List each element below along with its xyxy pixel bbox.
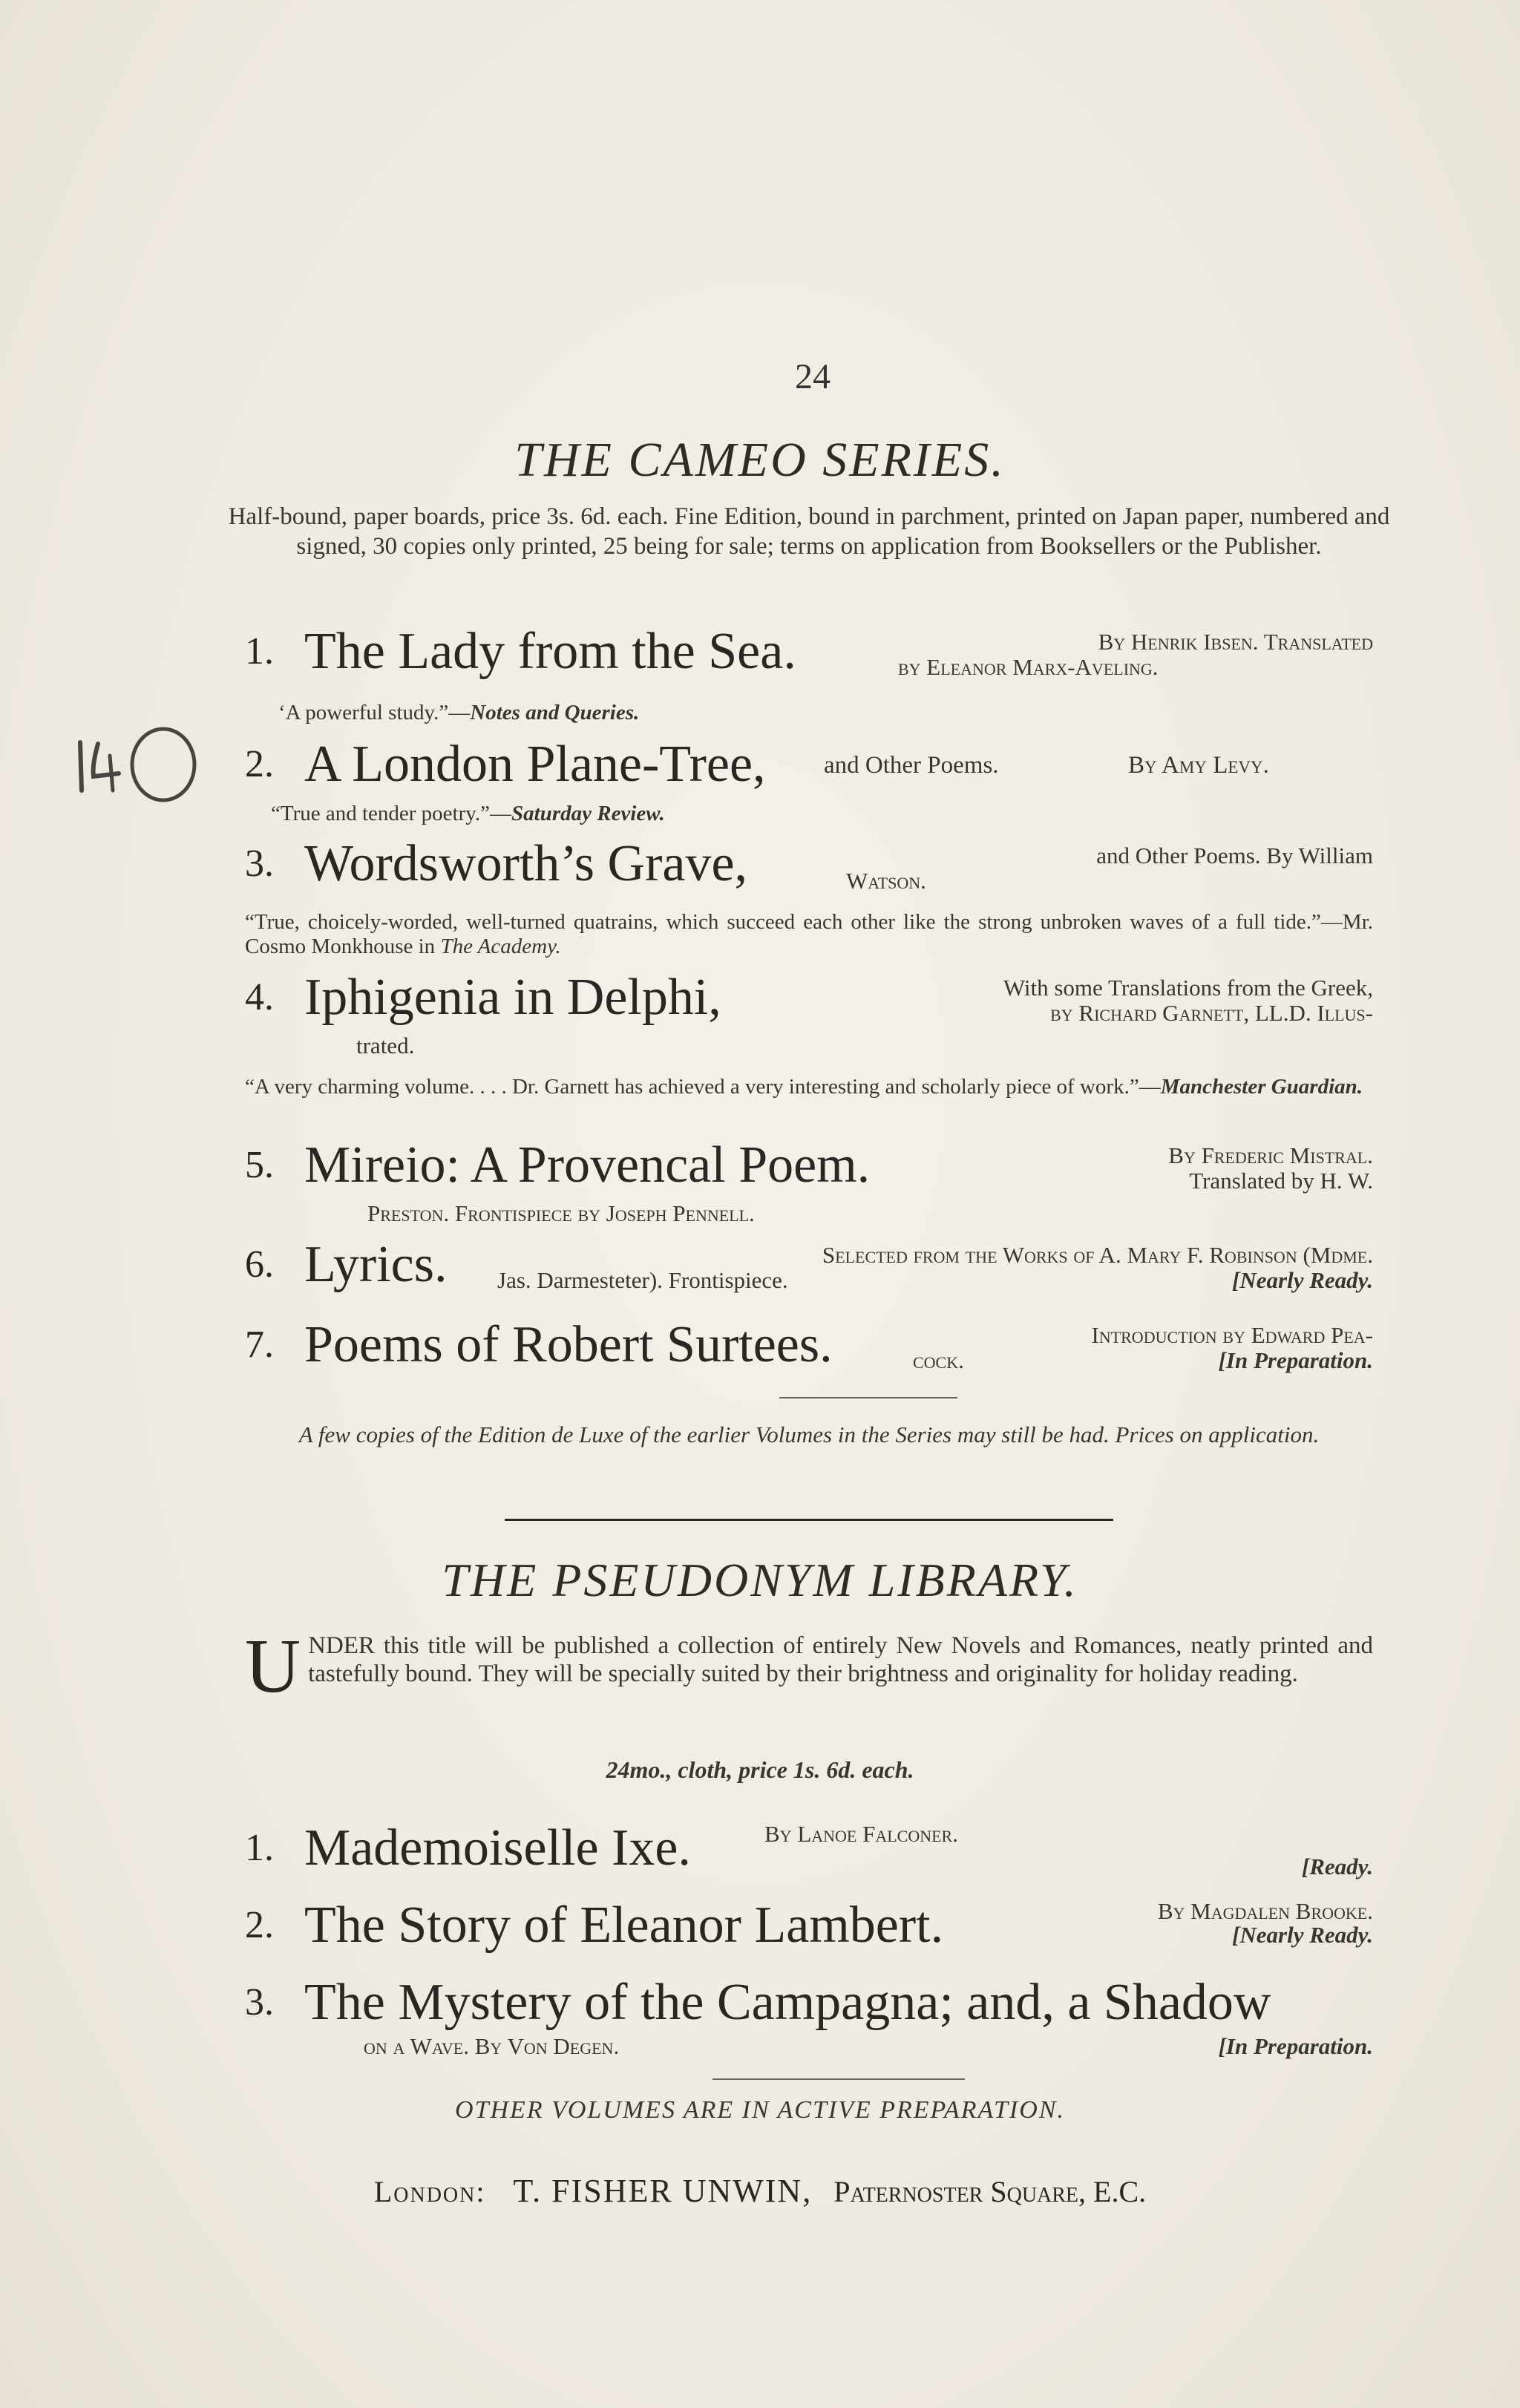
item-byline: Selected from the Works of A. Mary F. Robinson (Mdme. <box>822 1242 1373 1268</box>
item-number: 2. <box>245 743 274 785</box>
cameo-note: A few copies of the Edition de Luxe of the earlier Volumes in the Series may still be had. Prices on application. <box>298 1421 1320 1447</box>
pseudonym-item-1 <box>245 1816 1373 1882</box>
cameo-item-3 <box>245 831 1373 898</box>
quote-text: “A very charming volume. . . . Dr. Garnett has achieved a very interesting and scholarly piece of work.”— <box>245 1075 1161 1099</box>
page-number: 24 <box>795 357 831 396</box>
item-title: Mireio: A Provencal Poem. <box>304 1136 871 1194</box>
quote-source: Notes and Queries. <box>470 701 640 724</box>
pseudonym-intro <box>245 1623 1373 1709</box>
cameo-item-1 <box>245 622 1373 689</box>
item-title: Mademoiselle Ixe. <box>304 1819 691 1877</box>
intro-text: NDER this title will be published a collection of entirely New Novels and Romances, neatly printed and tastefully bound. They will be specially suited by their brightness and originality for holiday reading. <box>308 1632 1373 1687</box>
item-number: 3. <box>245 1981 274 2023</box>
cameo-item-3-quote <box>245 910 1373 959</box>
cameo-item-7 <box>245 1312 1373 1379</box>
quote-text: “True and tender poetry.”— <box>271 802 511 825</box>
section-rule <box>505 1519 1113 1521</box>
item-byline: By Frederic Mistral. <box>1168 1142 1373 1168</box>
cameo-item-2 <box>245 735 1373 794</box>
item-byline: By Magdalen Brooke. <box>1157 1898 1373 1924</box>
cameo-item-5 <box>245 1133 1373 1229</box>
item-title: Lyrics. <box>304 1236 448 1293</box>
pseudonym-item-3 <box>245 1970 1373 2059</box>
item-title: Poems of Robert Surtees. <box>304 1316 833 1373</box>
divider <box>779 1397 957 1398</box>
item-number: 6. <box>245 1243 274 1286</box>
item-byline: Preston. Frontispiece by Joseph Pennell. <box>367 1200 755 1226</box>
cameo-item-4 <box>245 965 1373 1061</box>
pseudonym-item-2 <box>245 1893 1373 1960</box>
quote-source: The Academy. <box>440 935 561 958</box>
imprint-place: London: <box>373 2175 486 2208</box>
drop-cap: U <box>245 1623 301 1709</box>
pseudonym-price: 24mo., cloth, price 1s. 6d. each. <box>606 1756 914 1783</box>
item-byline: By Lanoe Falconer. <box>764 1821 958 1847</box>
item-status: [Nearly Ready. <box>1232 1267 1373 1293</box>
item-byline: by Richard Garnett, LL.D. Illus- <box>1050 1000 1373 1026</box>
item-number: 1. <box>245 1827 274 1869</box>
imprint-address: Paternoster Square, E.C. <box>833 2175 1147 2208</box>
cameo-item-4-quote <box>245 1075 1373 1099</box>
item-number: 1. <box>245 630 274 673</box>
item-title: Wordsworth’s Grave, <box>304 835 748 892</box>
item-status: [Ready. <box>1301 1854 1373 1879</box>
cameo-item-1-quote <box>278 701 639 725</box>
item-byline: Watson. <box>846 868 926 894</box>
quote-source: Saturday Review. <box>511 802 665 825</box>
item-byline: cock. <box>913 1347 964 1373</box>
item-number: 4. <box>245 976 274 1018</box>
item-number: 2. <box>245 1904 274 1946</box>
item-byline: By Amy Levy. <box>1128 752 1269 779</box>
item-byline: By Henrik Ibsen. Translated <box>1098 629 1373 655</box>
other-volumes-note: OTHER VOLUMES ARE IN ACTIVE PREPARATION. <box>455 2096 1065 2124</box>
handwritten-margin-mark <box>67 690 215 839</box>
imprint-publisher: T. FISHER UNWIN, <box>513 2173 813 2209</box>
item-byline: Introduction by Edward Pea- <box>1091 1322 1373 1348</box>
item-title: A London Plane-Tree, <box>304 736 766 793</box>
pseudonym-library-title: THE PSEUDONYM LIBRARY. <box>442 1554 1078 1606</box>
quote-text: “True, choicely-worded, well-turned quatrains, which succeed each other like the strong unbroken waves of a full tide.”—Mr. Cosmo Monkhouse in <box>245 910 1373 958</box>
item-title: The Lady from the Sea. <box>304 623 796 680</box>
item-byline: Jas. Darmesteter). Frontispiece. <box>497 1267 788 1293</box>
divider <box>712 2078 965 2080</box>
cameo-item-2-quote <box>271 802 665 826</box>
item-status: [In Preparation. <box>1218 1347 1373 1373</box>
cameo-series-title: THE CAMEO SERIES. <box>514 433 1006 487</box>
item-title: Iphigenia in Delphi, <box>304 969 721 1026</box>
cameo-intro: Half-bound, paper boards, price 3s. 6d. each. Fine Edition, bound in parchment, printed on Japan paper, numbered and signed, 30 copies only printed, 25 being for sale; terms on application from Booksellers or the Publisher. <box>228 503 1390 560</box>
cameo-item-6 <box>245 1232 1373 1299</box>
item-byline: by Eleanor Marx-Aveling. <box>898 654 1159 680</box>
item-number: 7. <box>245 1324 274 1366</box>
item-byline: on a Wave. By Von Degen. <box>364 2033 620 2059</box>
item-byline: and Other Poems. By William <box>1096 843 1373 868</box>
quote-source: Manchester Guardian. <box>1160 1075 1363 1099</box>
item-number: 3. <box>245 843 274 885</box>
imprint <box>0 2172 1520 2210</box>
item-byline: With some Translations from the Greek, <box>1003 975 1373 1001</box>
quote-text: ‘A powerful study.”— <box>278 701 471 724</box>
item-byline: trated. <box>356 1033 415 1059</box>
item-suffix: and Other Poems. <box>824 752 999 779</box>
item-byline: Translated by H. W. <box>1189 1168 1373 1194</box>
item-number: 5. <box>245 1144 274 1186</box>
item-status: [Nearly Ready. <box>1232 1922 1373 1948</box>
item-title: The Story of Eleanor Lambert. <box>304 1897 944 1954</box>
item-title: The Mystery of the Campagna; and, a Shadow <box>304 1974 1271 2031</box>
item-status: [In Preparation. <box>1218 2033 1373 2059</box>
